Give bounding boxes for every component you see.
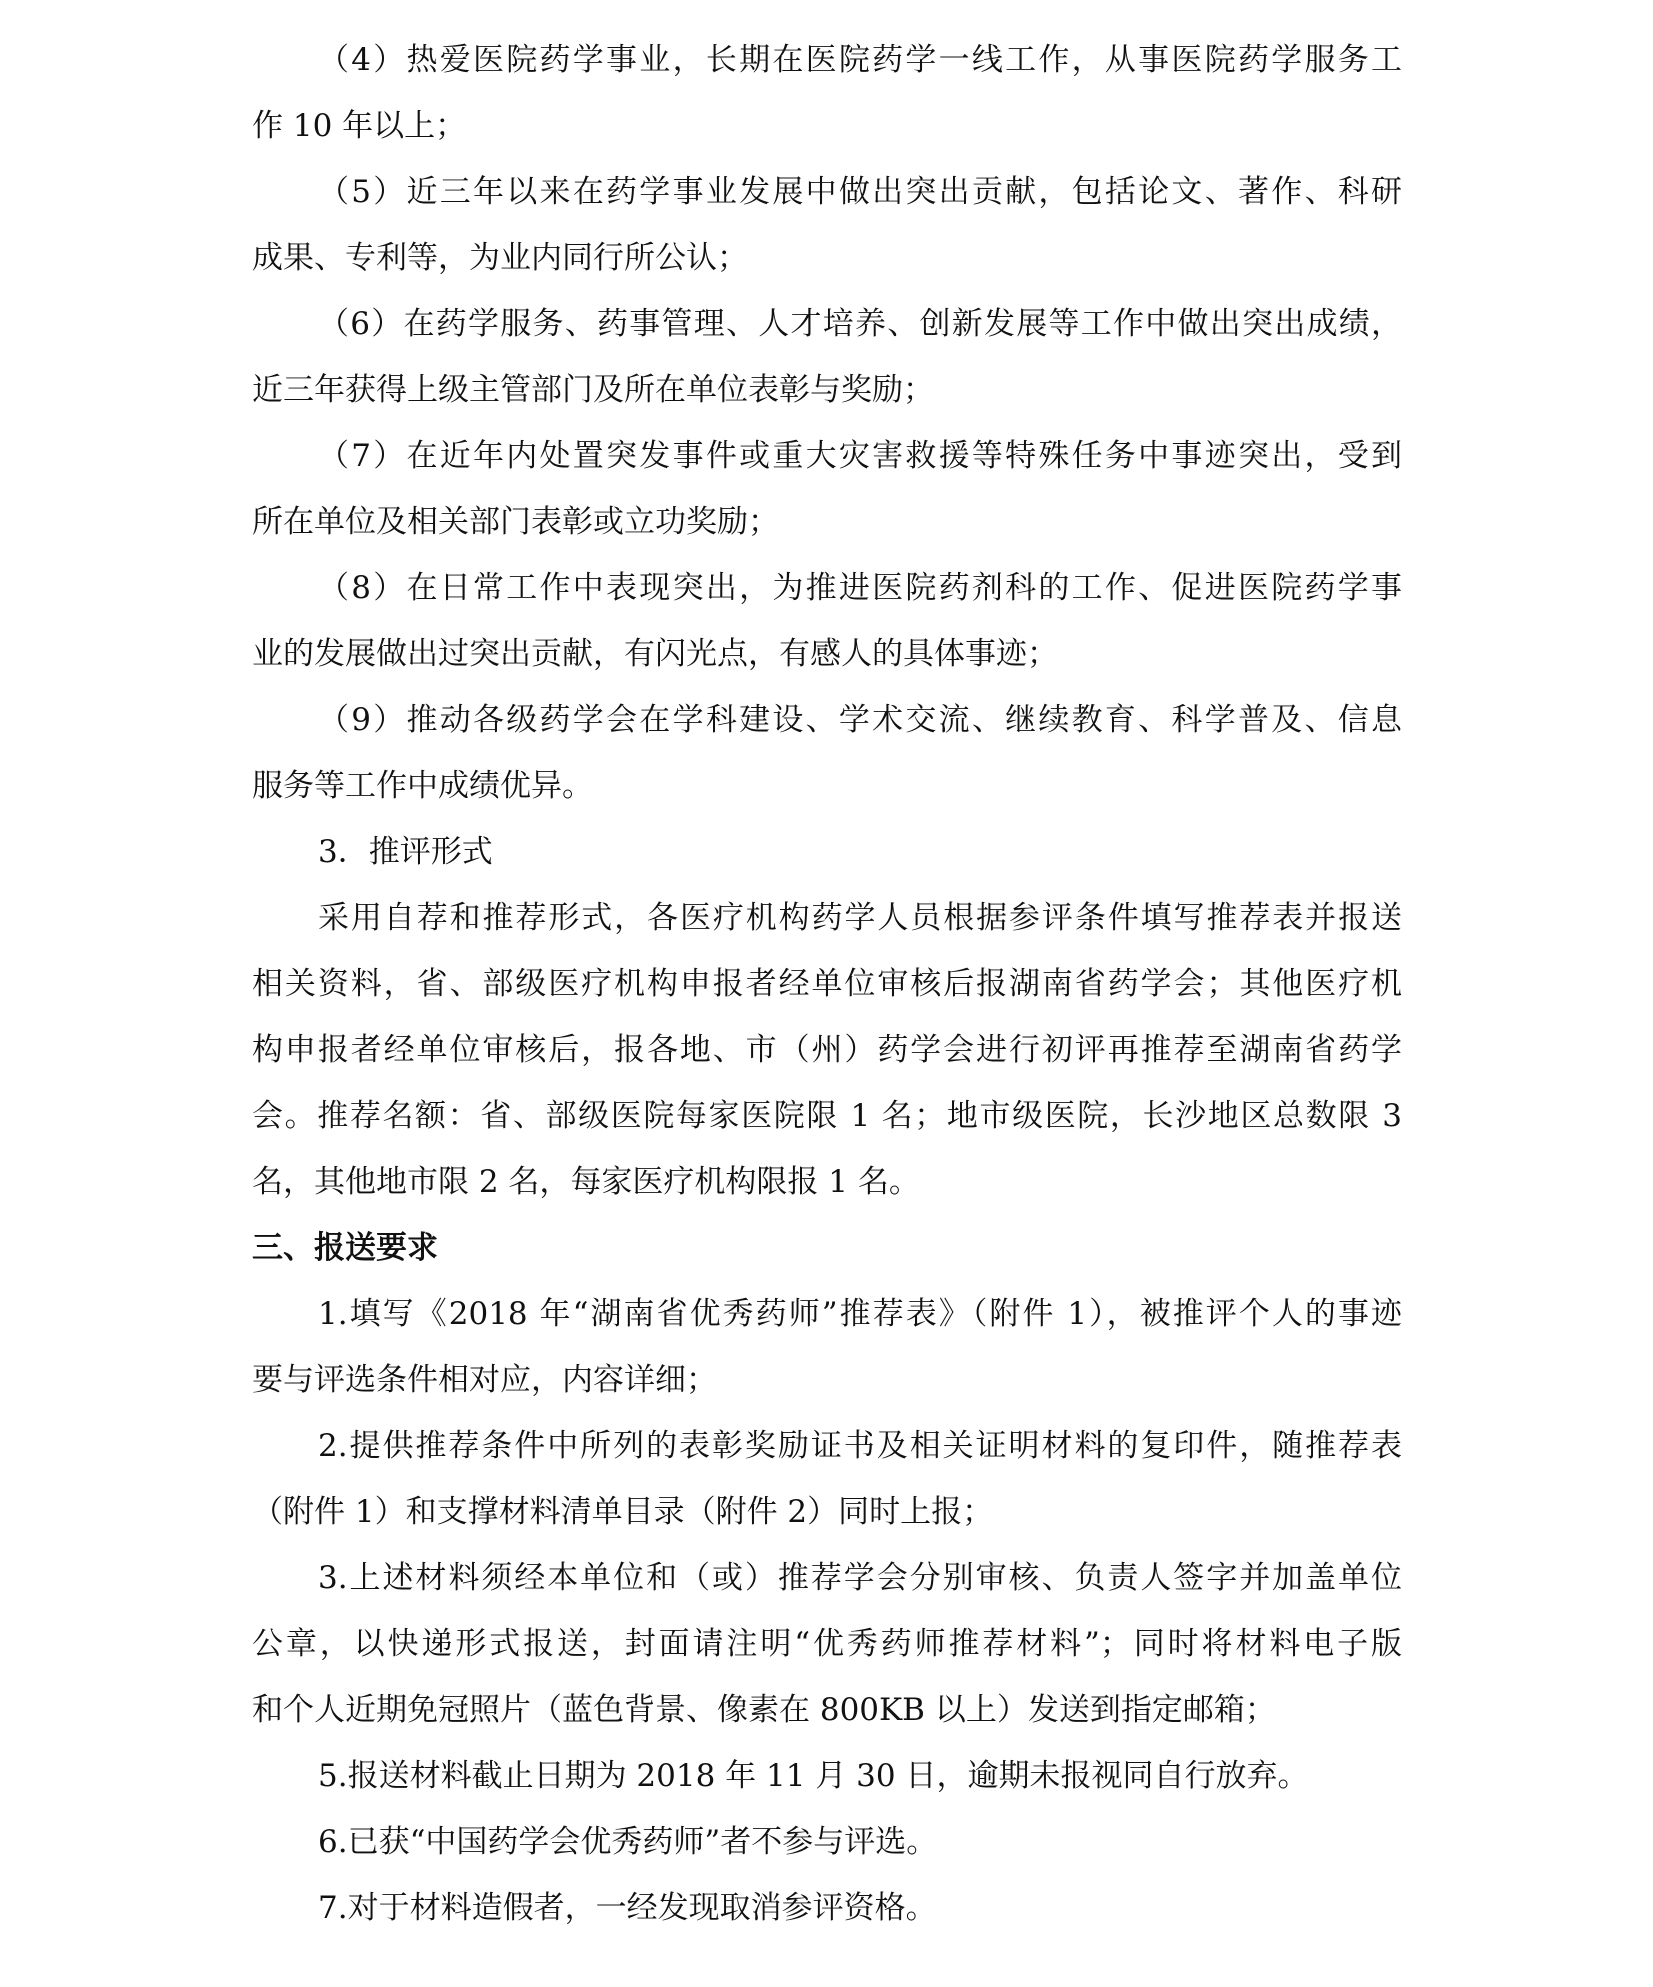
item-6-line-1: （6）在药学服务、药事管理、人才培养、创新发展等工作中做出突出成绩， <box>318 306 1402 342</box>
subsection-body-line-4: 会。推荐名额：省、部级医院每家医院限 1 名；地市级医院，长沙地区总数限 3 <box>252 1098 1402 1134</box>
item-4-line-1: （4）热爱医院药学事业，长期在医院药学一线工作，从事医院药学服务工 <box>318 42 1402 78</box>
requirement-7: 7.对于材料造假者，一经发现取消参评资格。 <box>318 1890 937 1926</box>
requirement-1-line-2: 要与评选条件相对应，内容详细； <box>252 1362 717 1398</box>
item-7-line-2: 所在单位及相关部门表彰或立功奖励； <box>252 504 779 540</box>
item-9-line-1: （9）推动各级药学会在学科建设、学术交流、继续教育、科学普及、信息 <box>318 702 1402 738</box>
subsection-body-line-1: 采用自荐和推荐形式，各医疗机构药学人员根据参评条件填写推荐表并报送 <box>318 900 1402 936</box>
requirement-3-line-3: 和个人近期免冠照片（蓝色背景、像素在 800KB 以上）发送到指定邮箱； <box>252 1692 1276 1728</box>
item-8-line-2: 业的发展做出过突出贡献，有闪光点，有感人的具体事迹； <box>252 636 1058 672</box>
item-5-line-1: （5）近三年以来在药学事业发展中做出突出贡献，包括论文、著作、科研 <box>318 174 1402 210</box>
item-5-line-2: 成果、专利等，为业内同行所公认； <box>252 240 748 276</box>
requirement-3-line-1: 3.上述材料须经本单位和（或）推荐学会分别审核、负责人签字并加盖单位 <box>318 1560 1402 1596</box>
section-heading: 三、报送要求 <box>252 1230 438 1266</box>
item-4-line-2: 作 10 年以上； <box>252 108 467 144</box>
item-6-line-2: 近三年获得上级主管部门及所在单位表彰与奖励； <box>252 372 934 408</box>
subsection-title: 3．推评形式 <box>318 834 493 870</box>
item-9-line-2: 服务等工作中成绩优异。 <box>252 768 593 804</box>
requirement-6: 6.已获“中国药学会优秀药师”者不参与评选。 <box>318 1824 938 1860</box>
subsection-body-line-2: 相关资料，省、部级医疗机构申报者经单位审核后报湖南省药学会；其他医疗机 <box>252 966 1402 1002</box>
requirement-2-line-1: 2.提供推荐条件中所列的表彰奖励证书及相关证明材料的复印件，随推荐表 <box>318 1428 1402 1464</box>
subsection-body-line-5: 名，其他地市限 2 名，每家医疗机构限报 1 名。 <box>252 1164 920 1200</box>
requirement-5: 5.报送材料截止日期为 2018 年 11 月 30 日，逾期未报视同自行放弃。 <box>318 1758 1309 1794</box>
subsection-body-line-3: 构申报者经单位审核后，报各地、市（州）药学会进行初评再推荐至湖南省药学 <box>252 1032 1402 1068</box>
requirement-3-line-2: 公章，以快递形式报送，封面请注明“优秀药师推荐材料”；同时将材料电子版 <box>252 1626 1402 1662</box>
item-7-line-1: （7）在近年内处置突发事件或重大灾害救援等特殊任务中事迹突出，受到 <box>318 438 1402 474</box>
item-8-line-1: （8）在日常工作中表现突出，为推进医院药剂科的工作、促进医院药学事 <box>318 570 1402 606</box>
requirement-1-line-1: 1.填写《2018 年“湖南省优秀药师”推荐表》（附件 1），被推评个人的事迹 <box>318 1296 1402 1332</box>
requirement-2-line-2: （附件 1）和支撑材料清单目录（附件 2）同时上报； <box>252 1494 994 1530</box>
